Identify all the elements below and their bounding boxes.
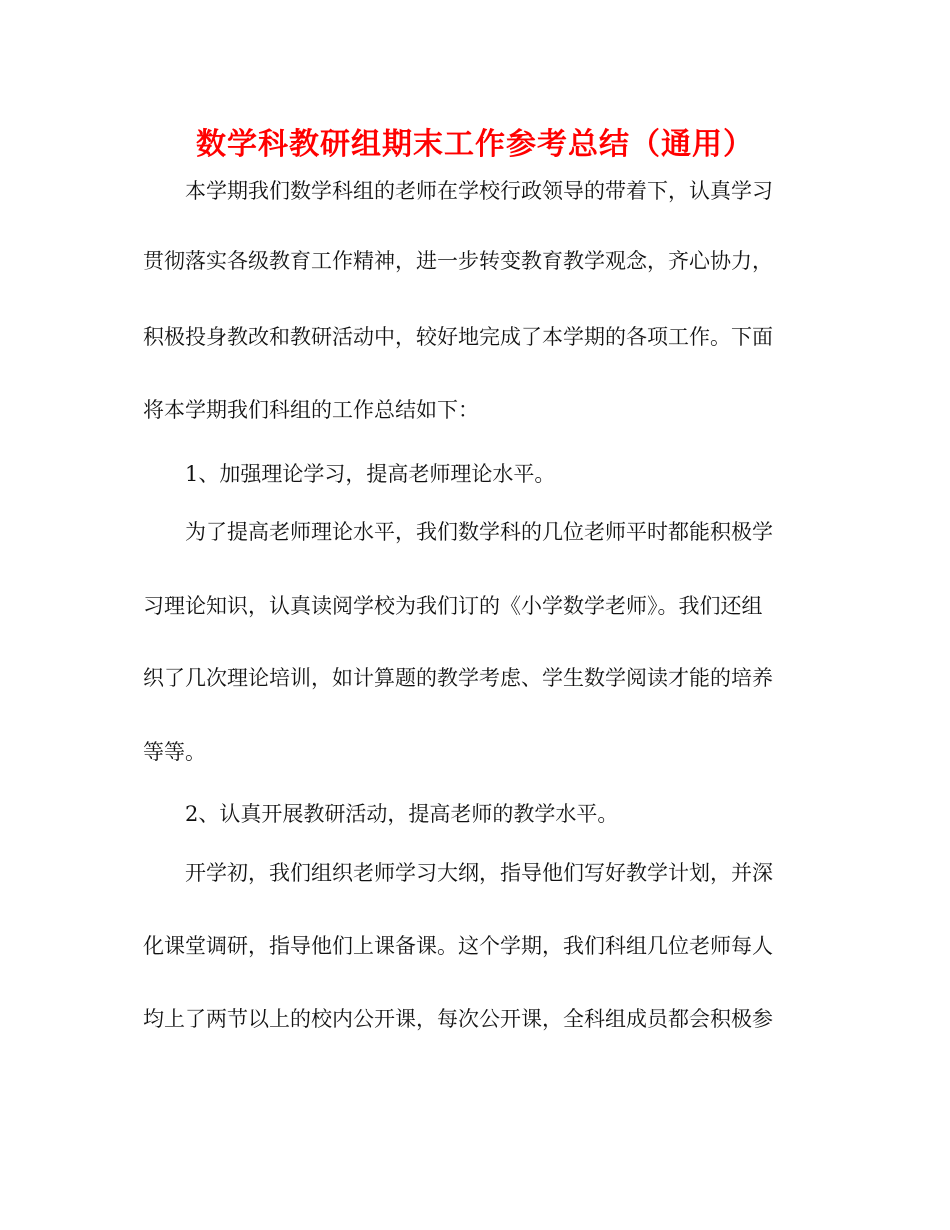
paragraph-line: 织了几次理论培训，如计算题的教学考虑、学生数学阅读才能的培养 <box>143 666 773 690</box>
paragraph-line: 本学期我们数学科组的老师在学校行政领导的带着下，认真学习 <box>185 179 773 203</box>
paragraph-line: 为了提高老师理论水平，我们数学科的几位老师平时都能积极学 <box>185 520 773 544</box>
paragraph-line: 开学初，我们组织老师学习大纲，指导他们写好教学计划，并深 <box>185 861 773 885</box>
paragraph-line: 积极投身教改和教研活动中，较好地完成了本学期的各项工作。下面 <box>143 325 773 349</box>
section-heading: 1、加强理论学习，提高老师理论水平。 <box>185 462 556 486</box>
paragraph-line: 均上了两节以上的校内公开课，每次公开课，全科组成员都会积极参 <box>143 1007 773 1031</box>
section-heading: 2、认真开展教研活动，提高老师的教学水平。 <box>185 802 619 826</box>
paragraph-line: 化课堂调研，指导他们上课备课。这个学期，我们科组几位老师每人 <box>143 934 773 958</box>
paragraph-line: 贯彻落实各级教育工作精神，进一步转变教育教学观念，齐心协力， <box>143 249 773 273</box>
document-title: 数学科教研组期末工作参考总结（通用） <box>196 127 754 162</box>
paragraph-line: 等等。 <box>143 740 206 764</box>
paragraph-line: 习理论知识，认真读阅学校为我们订的《小学数学老师》。我们还组 <box>143 594 763 618</box>
paragraph-line: 将本学期我们科组的工作总结如下： <box>143 398 479 422</box>
